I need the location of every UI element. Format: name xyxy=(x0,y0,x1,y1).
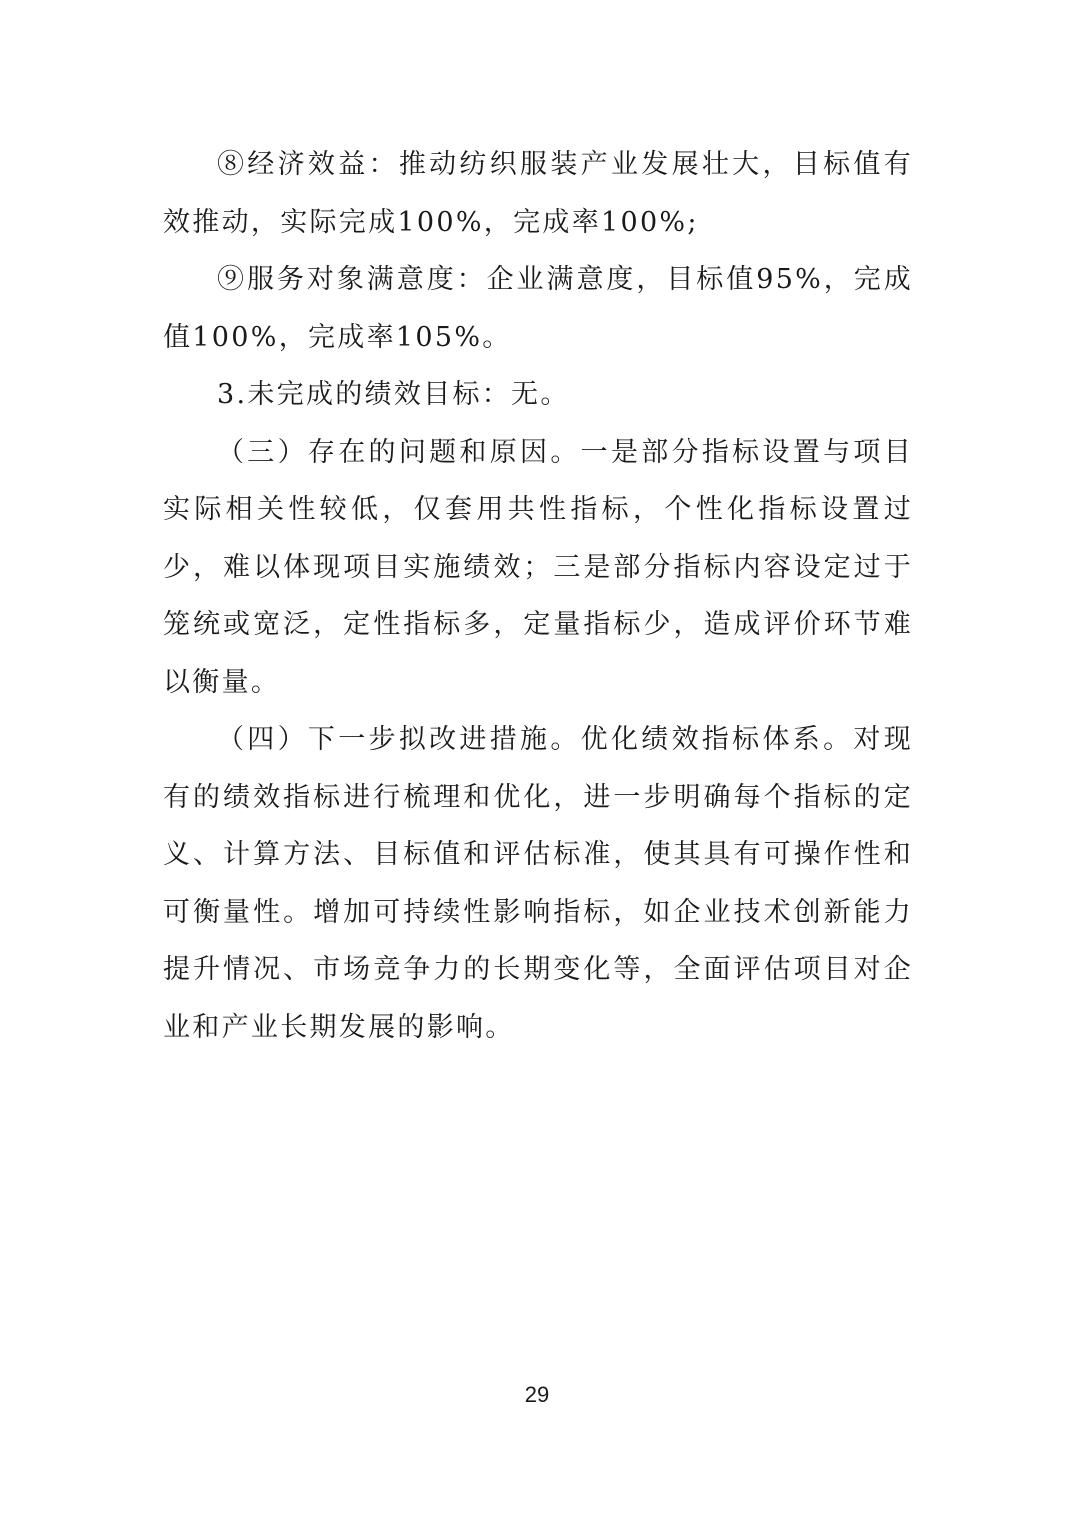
paragraph-unfinished-goals: 3.未完成的绩效目标：无。 xyxy=(217,379,570,410)
page-number: 29 xyxy=(524,1382,550,1407)
paragraph-problems-reasons: （三）存在的问题和原因。一是部分指标设置与项目实际相关性较低，仅套用共性指标，个性化指标设置过少，难以体现项目实施绩效；三是部分指标内容设定过于笼统或宽泛，定性指标多，定量指标少，造成评价环节难以衡量。 xyxy=(163,436,913,698)
paragraph-improvement-measures: （四）下一步拟改进措施。优化绩效指标体系。对现有的绩效指标进行梳理和优化，进一步明确每个指标的定义、计算方法、目标值和评估标准，使其具有可操作性和可衡量性。增加可持续性影响指标，如企业技术创新能力提升情况、市场竞争力的长期变化等，全面评估项目对企业和产业长期发展的影响。 xyxy=(163,724,913,1043)
paragraph-economic-benefit: ⑧经济效益：推动纺织服装产业发展壮大，目标值有效推动，实际完成100%，完成率100%; xyxy=(163,149,913,238)
document-body xyxy=(163,136,913,1056)
paragraph-satisfaction: ⑨服务对象满意度：企业满意度，目标值95%，完成值100%，完成率105%。 xyxy=(163,264,913,353)
